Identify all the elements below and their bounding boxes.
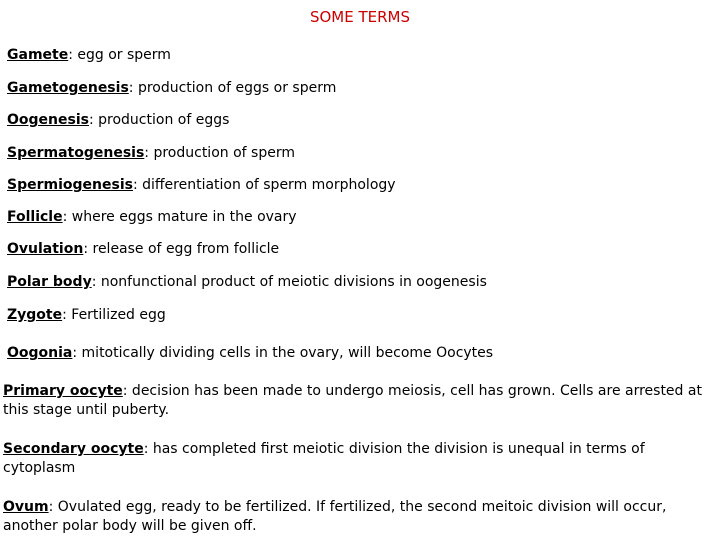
term-label: Primary oocyte bbox=[3, 383, 123, 399]
term-definition: : mitotically dividing cells in the ovary, will become Oocytes bbox=[72, 345, 494, 361]
term-definition: : differentiation of sperm morphology bbox=[132, 177, 396, 193]
term-label: Polar body bbox=[7, 274, 92, 290]
term-definition: : decision has been made to undergo meiosis, cell has grown. Cells are arrested at this stage until puberty. bbox=[3, 383, 702, 418]
term-ovulation bbox=[7, 240, 279, 259]
term-label: Spermatogenesis bbox=[7, 145, 145, 161]
page-title: SOME TERMS bbox=[309, 8, 411, 26]
term-zygote bbox=[7, 306, 166, 325]
term-label: Spermiogenesis bbox=[7, 177, 133, 193]
term-label: Gamete bbox=[7, 47, 69, 63]
term-definition: : where eggs mature in the ovary bbox=[62, 209, 297, 225]
term-label: Ovulation bbox=[7, 241, 84, 257]
term-definition: : egg or sperm bbox=[68, 47, 171, 63]
term-label: Oogenesis bbox=[7, 112, 89, 128]
term-ovum bbox=[3, 498, 703, 536]
term-label: Oogonia bbox=[7, 345, 73, 361]
term-definition: : nonfunctional product of meiotic divisions in oogenesis bbox=[91, 274, 487, 290]
term-definition: : production of eggs or sperm bbox=[128, 80, 337, 96]
term-definition: : release of egg from follicle bbox=[83, 241, 280, 257]
term-gamete bbox=[7, 46, 171, 65]
term-label: Gametogenesis bbox=[7, 80, 129, 96]
term-definition: : production of eggs bbox=[88, 112, 230, 128]
term-definition: : has completed first meiotic division the division is unequal in terms of cytoplasm bbox=[3, 441, 645, 476]
term-label: Ovum bbox=[3, 499, 49, 515]
term-label: Zygote bbox=[7, 307, 63, 323]
term-definition: : production of sperm bbox=[144, 145, 295, 161]
term-label: Secondary oocyte bbox=[3, 441, 144, 457]
term-definition: : Fertilized egg bbox=[62, 307, 166, 323]
term-definition: : Ovulated egg, ready to be fertilized. If fertilized, the second meitoic division will occur, another polar body will be given off. bbox=[3, 499, 667, 534]
term-primary-oocyte bbox=[3, 382, 703, 420]
term-spermatogenesis bbox=[7, 144, 295, 163]
term-secondary-oocyte bbox=[3, 440, 703, 478]
term-oogenesis bbox=[7, 111, 229, 130]
term-oogonia bbox=[7, 344, 493, 363]
term-spermiogenesis bbox=[7, 176, 396, 195]
term-label: Follicle bbox=[7, 209, 63, 225]
term-follicle bbox=[7, 208, 297, 227]
term-polar-body bbox=[7, 273, 487, 292]
term-gametogenesis bbox=[7, 79, 336, 98]
